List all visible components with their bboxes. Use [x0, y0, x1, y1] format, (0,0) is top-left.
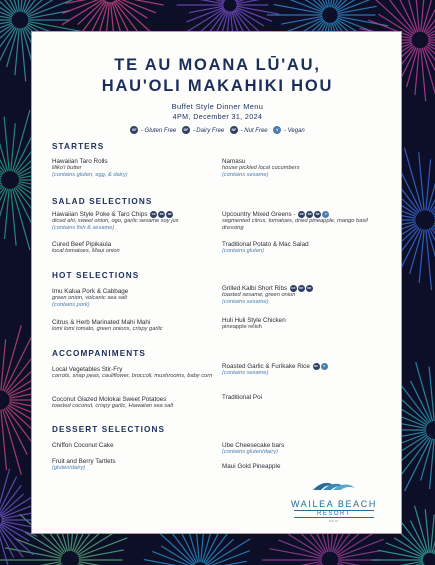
df-badge-icon: DF — [299, 286, 304, 290]
item-name-row — [52, 211, 220, 218]
item-description: carrots, snap peas, cauliflower, broccoli, mushrooms, baby corn — [52, 373, 213, 380]
item-name: Upcountry Mixed Greens - — [222, 211, 296, 219]
item-description: toasted sesame, green onion — [222, 292, 296, 299]
item-name: Hawaiian Taro Rolls — [52, 158, 108, 165]
menu-item-pipikaula — [52, 241, 220, 255]
item-name: Citrus & Herb Marinated Mahi Mahi — [52, 319, 151, 326]
menu-item-furikake-rice — [222, 363, 390, 377]
legend-dairy-free — [182, 128, 224, 134]
menu-item-mahi-mahi — [52, 319, 220, 333]
item-name: Ube Cheesecake bars — [222, 442, 285, 449]
nf-badge-icon: NF — [307, 286, 312, 290]
menu-item-mixed-greens — [222, 211, 390, 232]
item-name-row — [222, 211, 390, 218]
vegan-badge-icon: V — [273, 126, 281, 134]
item-allergen-note: (contains pork) — [52, 301, 90, 308]
logo-name: WAILEA BEACH — [291, 499, 377, 509]
menu-card — [31, 31, 402, 534]
vegan-badge-icon: V — [322, 211, 329, 218]
item-description: liliko'i butter — [52, 165, 82, 172]
menu-subtitle: Buffet Style Dinner Menu — [171, 102, 264, 111]
item-allergen-note: (contains gluten, egg, & dairy) — [52, 171, 128, 178]
item-description: local tomatoes, Maui onion — [52, 248, 120, 255]
item-allergen-note: (contains gluten) — [222, 248, 265, 255]
item-name: Roasted Garlic & Furikake Rice — [222, 363, 310, 371]
wave-logo-icon — [309, 479, 359, 493]
gf-badge-icon: GF — [299, 212, 304, 216]
df-badge-icon: DF — [307, 212, 312, 216]
logo-resort: RESORT — [294, 510, 374, 518]
item-name: Coconut Glazed Molokai Sweet Potatoes — [52, 396, 167, 403]
df-badge-icon: DF — [159, 212, 164, 216]
item-allergen-note: (contains sesame) — [222, 298, 269, 305]
item-name: Chiffon Coconut Cake — [52, 442, 114, 449]
item-description: pineapple relish — [222, 324, 262, 331]
gf-badge-icon: GF — [131, 128, 137, 132]
legend-nut-free — [230, 128, 268, 134]
section-hot: HOT SELECTIONS — [52, 271, 140, 280]
resort-logo — [288, 479, 380, 523]
item-name-row — [222, 363, 390, 370]
item-description: toasted coconut, crispy garlic, Hawaiian sea salt — [52, 403, 174, 410]
nf-badge-icon: NF — [315, 212, 320, 216]
gf-badge-icon: GF — [314, 364, 319, 368]
item-name: Maui Gold Pineapple — [222, 463, 281, 470]
section-starters: STARTERS — [52, 142, 105, 151]
nf-badge-icon: NF — [167, 212, 172, 216]
logo-location: MAUI — [329, 519, 339, 523]
menu-item-ube-cheesecake — [222, 442, 390, 456]
item-description: lomi lomi tomato, green onions, crispy garlic — [52, 326, 163, 333]
item-name: Traditional Poi — [222, 394, 263, 401]
item-allergen-note: (contains gluten/dairy) — [222, 449, 278, 456]
section-salad: SALAD SELECTIONS — [52, 197, 153, 206]
menu-item-huli-chicken — [222, 317, 390, 331]
menu-item-sweet-potatoes — [52, 396, 220, 410]
menu-item-poke — [52, 211, 220, 232]
section-accompaniments: ACCOMPANIMENTS — [52, 349, 146, 358]
item-name: Imu Kalua Pork & Cabbage — [52, 288, 129, 295]
menu-item-mac-salad — [222, 241, 390, 255]
item-description: house pickled local cucumbers — [222, 165, 300, 172]
gf-badge-icon: GF — [151, 212, 156, 216]
df-badge-icon: DF — [183, 128, 189, 132]
item-allergen-note: (contains sesame) — [222, 370, 269, 377]
menu-item-maui-pineapple — [222, 463, 390, 470]
item-name: Traditional Potato & Mac Salad — [222, 241, 309, 248]
item-allergen-note: (gluten/dairy) — [52, 465, 86, 472]
item-name: Namasu — [222, 158, 246, 165]
menu-title-line2: HAU'OLI MAKAHIKI HOU — [101, 77, 334, 95]
menu-item-chiffon-cake — [52, 442, 220, 449]
item-name: Local Vegetables Stir-Fry — [52, 366, 123, 373]
menu-item-tartlets — [52, 458, 220, 472]
item-name-row — [222, 285, 390, 292]
vegan-badge-icon: V — [321, 363, 328, 370]
legend-label: - Vegan — [283, 127, 305, 134]
legend-vegan — [273, 128, 304, 134]
legend-gluten-free — [130, 128, 176, 134]
menu-datetime: 4PM, December 31, 2024 — [172, 113, 263, 121]
dietary-legend — [32, 126, 403, 134]
item-name: Hawaiian Style Poke & Taro Chips — [52, 211, 148, 219]
legend-label: - Dairy Free — [192, 127, 225, 134]
menu-item-poi — [222, 394, 390, 401]
item-allergen-note: (contains sesame) — [222, 171, 269, 178]
legend-label: - Nut Free — [240, 127, 268, 134]
item-name: Cured Beef Pipikaula — [52, 241, 112, 248]
gf-badge-icon: GF — [291, 286, 296, 290]
item-description: green onion, volcanic sea salt — [52, 295, 127, 302]
item-description: segmented citrus, tomatoes, dried pineapple, mango basil dressing — [222, 218, 368, 231]
nf-badge-icon: NF — [231, 128, 237, 132]
menu-item-taro-rolls — [52, 158, 220, 178]
menu-item-stir-fry — [52, 366, 220, 380]
item-description: diced ahi, sweet onion, ogo, garlic sesame soy jus — [52, 218, 179, 225]
item-name: Huli Huli Style Chicken — [222, 317, 286, 324]
item-allergen-note: (contains fish & sesame) — [52, 224, 115, 231]
item-name: Grilled Kalbi Short Ribs — [222, 285, 288, 293]
menu-item-namasu — [222, 158, 390, 178]
menu-title-line1: TE AU MOANA LŪ'AU, — [114, 56, 321, 74]
legend-label: - Gluten Free — [140, 127, 177, 134]
menu-item-kalbi — [222, 285, 390, 306]
item-name: Fruit and Berry Tartlets — [52, 458, 116, 465]
menu-item-kalua-pork — [52, 288, 220, 308]
section-desserts: DESSERT SELECTIONS — [52, 425, 166, 434]
